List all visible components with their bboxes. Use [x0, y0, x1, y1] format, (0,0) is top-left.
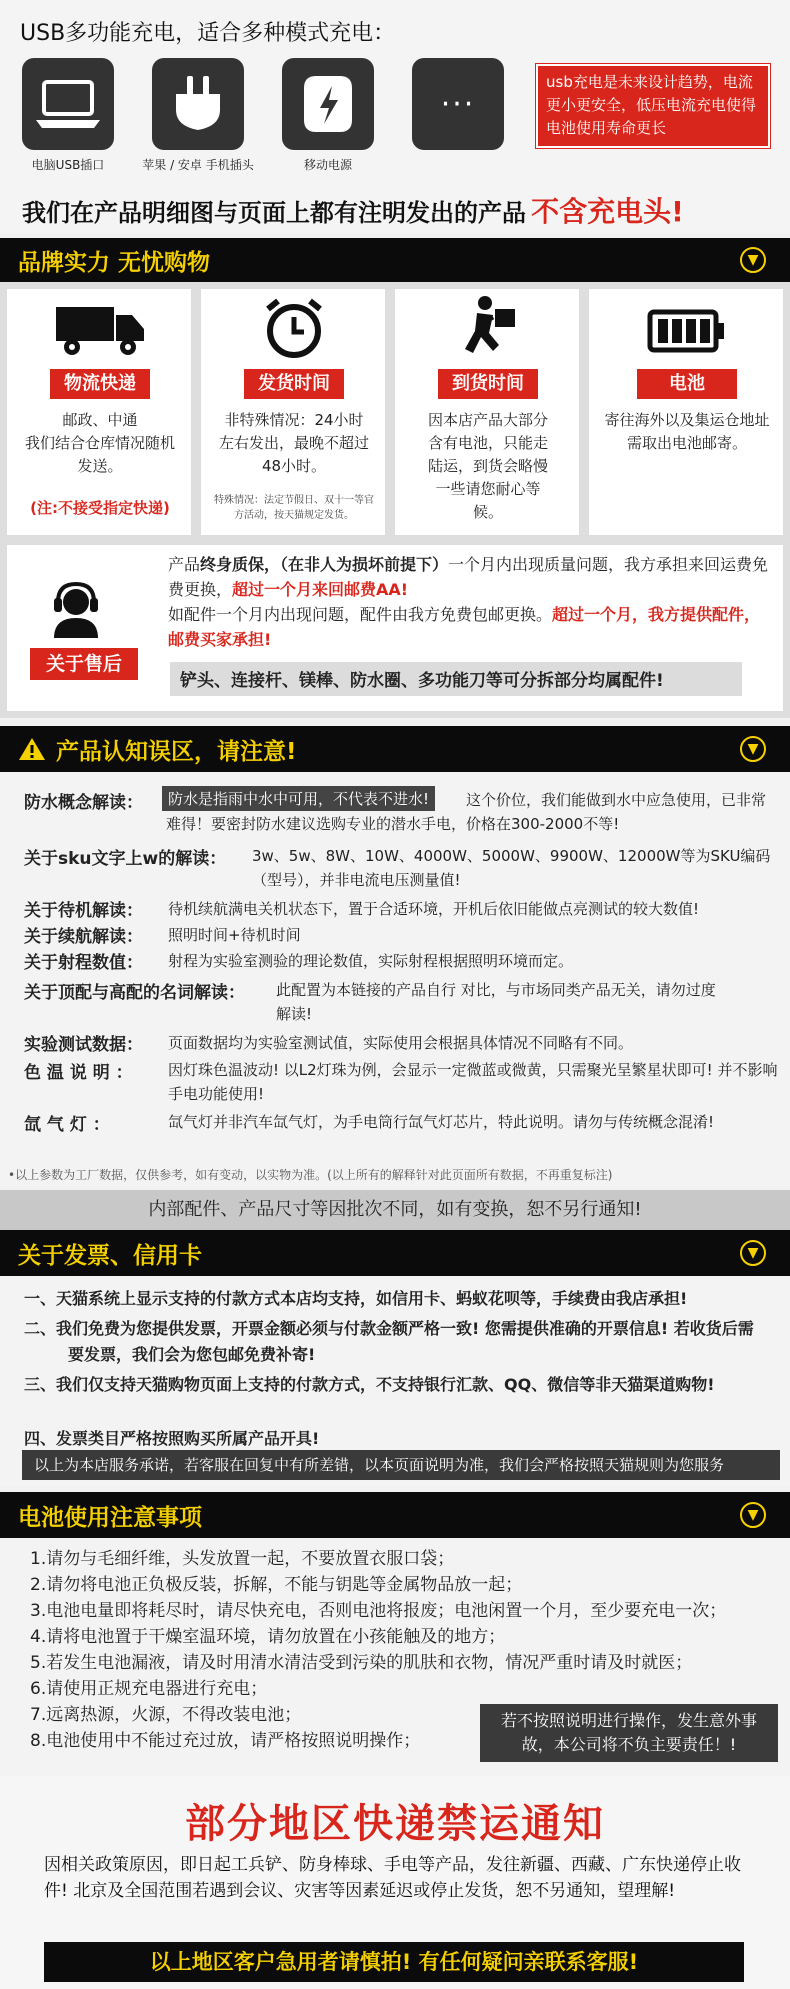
misc-text-sku: 3w、5w、8W、10W、4000W、5000W、9900W、12000W等为SKU编码（型号），并非电流电压测量值!: [252, 847, 771, 889]
chevron-down-icon: ▼: [740, 736, 766, 762]
invoice-item-1: 一、天猫系统上显示支持的付款方式本店均支持，如信用卡、蚂蚁花呗等，手续费由我店承担!: [24, 1289, 688, 1308]
invoice-item-4: 四、发票类目严格按照购买所属产品开具!: [24, 1429, 320, 1448]
usb-label-plug: 苹果 / 安卓 手机插头: [142, 158, 254, 172]
usb-red-note-text: usb充电是未来设计趋势，电流更小更安全，低压电流充电使得电池使用寿命更长: [546, 73, 757, 137]
usb-red-note: [536, 64, 770, 148]
misc-label-runtime: 关于续航解读：: [24, 927, 143, 947]
misc-text-standby: 待机续航满电关机状态下，置于合适环境，开机后依旧能做点亮测试的较大数值!: [168, 900, 700, 918]
after-sales-p1: 产品终身质保，（在非人为损坏前提下）一个月内出现质量问题，我方承担来回运费免费更换，超过一个月来回邮费AA!: [168, 555, 769, 599]
tag-arrival: 到货时间: [438, 369, 538, 399]
card-logistics-note: (注:不接受指定快递): [30, 499, 170, 517]
tag-battery: 电池: [637, 369, 737, 399]
misc-text-range: 射程为实验室测验的理论数值，实际射程根据照明环境而定。: [168, 952, 574, 970]
misc-label-color-temp: 色 温 说 明 ：: [24, 1063, 133, 1083]
card-ship-time-text: 非特殊情况：24小时左右发出，最晚不超过48小时。: [219, 411, 370, 475]
battery-bar: [0, 1492, 790, 1538]
chevron-down-icon: ▼: [740, 1502, 766, 1528]
shipping-section: [0, 1776, 790, 1989]
usb-item-plug: [152, 58, 244, 150]
card-battery-text: 寄往海外以及集运仓地址需取出电池邮寄。: [604, 411, 770, 452]
notice-prefix: 我们在产品明细图与页面上都有注明发出的产品: [22, 199, 526, 227]
misc-text-color-temp: 因灯珠色温波动! 以L2灯珠为例，会显示一定微蓝或微黄，只需聚光呈繁星状即可! 并不影响手电功能使用!: [168, 1061, 778, 1103]
brand-bar: [0, 238, 790, 282]
misc-label-lab: 实验测试数据：: [24, 1035, 143, 1055]
invoice-item-3: 三、我们仅支持天猫购物页面上支持的付款方式，不支持银行汇款、QQ、微信等非天猫渠道购物!: [24, 1375, 715, 1394]
usb-label-laptop: 电脑USB插口: [31, 158, 105, 172]
misc-text-runtime: 照明时间+待机时间: [168, 926, 301, 944]
usb-item-powerbank: [282, 58, 374, 150]
after-sales: [0, 542, 790, 718]
misc-hl-waterproof: 防水是指雨中水中可用，不代表不进水!: [162, 786, 435, 811]
misc-label-range: 关于射程数值：: [24, 953, 143, 973]
brand-cards: [0, 282, 790, 542]
battery-item: 4.请将电池置于干燥室温环境，请勿放置在小孩能触及的地方；: [30, 1627, 506, 1647]
invoice-note: 以上为本店服务承诺，若客服在回复中有所差错，以本页面说明为准，我们会严格按照天猫规则为您服务: [22, 1450, 780, 1480]
card-ship-time: [200, 288, 386, 536]
battery-warning: 若不按照说明进行操作，发生意外事故，本公司将不负主要责任！!: [480, 1704, 778, 1762]
card-arrival-text: 因本店产品大部分含有电池，只能走陆运，到货会略慢一些请您耐心等候。: [427, 411, 548, 521]
after-sales-parts: 铲头、连接杆、镁棒、防水圈、多功能刀等可分拆部分均属配件!: [170, 662, 742, 696]
misc-title: 产品认知误区，请注意!: [56, 738, 297, 765]
tag-logistics: 物流快递: [50, 369, 150, 399]
shipping-title: 部分地区快递禁运通知: [185, 1801, 605, 1847]
misc-body: [0, 772, 790, 1186]
misc-footnote: •以上参数为工厂数据，仅供参考，如有变动，以实物为准。(以上所有的解释针对此页面所有数据，不再重复标注): [8, 1168, 613, 1182]
battery-item: 3.电池电量即将耗尽时，请尽快充电，否则电池将报废；电池闲置一个月，至少要充电一次；: [30, 1601, 727, 1621]
battery-item: 1.请勿与毛细纤维，头发放置一起，不要放置衣服口袋；: [30, 1549, 455, 1569]
battery-icon: [647, 309, 727, 353]
misc-text-lab: 页面数据均为实验室测试值，实际使用会根据具体情况不同略有不同。: [168, 1034, 634, 1052]
misc-label-standby: 关于待机解读：: [24, 901, 143, 921]
battery-item: 7.远离热源，火源，不得改装电池；: [30, 1705, 302, 1725]
invoice-title: 关于发票、信用卡: [18, 1242, 202, 1269]
battery-item: 8.电池使用中不能过充过放，请严格按照说明操作；: [30, 1731, 421, 1751]
notice-emphasis: 不含充电头!: [531, 195, 684, 228]
courier-icon: [453, 295, 523, 361]
after-sales-p2: 如配件一个月内出现问题，配件由我方免费包邮更换。超过一个月，我方提供配件，邮费买家承担!: [168, 605, 761, 649]
invoice-bar: [0, 1230, 790, 1276]
battery-item: 5.若发生电池漏液，请及时用清水清洁受到污染的肌肤和衣物，情况严重时请及时就医；: [30, 1653, 693, 1673]
misc-bar: [0, 726, 790, 772]
misc-label-waterproof: 防水概念解读：: [24, 793, 143, 813]
chevron-down-icon: ▼: [740, 247, 766, 273]
usb-title: USB多功能充电，适合多种模式充电：: [20, 21, 396, 46]
plug-icon: [152, 58, 244, 150]
invoice-item-2: 二、我们免费为您提供发票，开票金额必须与付款金额严格一致! 您需提供准确的开票信息! 若收货后需要发票，我们会为您包邮免费补寄!: [24, 1319, 754, 1364]
power-bank-icon: [282, 58, 374, 150]
shipping-banner: 以上地区客户急用者请慎拍! 有任何疑问亲联系客服!: [44, 1942, 744, 1982]
battery-item: 6.请使用正规充电器进行充电；: [30, 1679, 268, 1699]
brand-title: 品牌实力 无忧购物: [18, 249, 211, 276]
battery-body: [0, 1538, 790, 1776]
usb-item-more: [412, 58, 504, 150]
misc-grey-bar: 内部配件、产品尺寸等因批次不同，如有变换，恕不另行通知!: [0, 1190, 790, 1230]
card-logistics: [6, 288, 192, 536]
battery-item: 2.请勿将电池正负极反装，拆解，不能与钥匙等金属物品放一起；: [30, 1575, 523, 1595]
headset-icon: [48, 580, 104, 640]
misc-text-xenon: 氙气灯并非汽车氙气灯，为手电筒行氙气灯芯片，特此说明。请勿与传统概念混淆!: [168, 1113, 715, 1131]
card-battery: [588, 288, 784, 536]
misc-text-top-config: 此配置为本链接的产品自行 对比，与市场同类产品无关，请勿过度解读!: [276, 981, 716, 1023]
laptop-icon: [22, 58, 114, 150]
usb-item-laptop: [22, 58, 114, 150]
misc-label-xenon: 氙 气 灯 ：: [24, 1115, 110, 1135]
card-arrival: [394, 288, 580, 536]
more-icon: ···: [440, 86, 476, 122]
warning-icon: [18, 736, 46, 762]
misc-text-waterproof: 这个价位，我们能做到水中应急使用，已非常难得！要密封防水建议选购专业的潜水手电，价格在300-2000不等!: [166, 791, 767, 833]
battery-title: 电池使用注意事项: [18, 1504, 202, 1531]
card-ship-time-small: 特殊情况：法定节假日、双十一等官方活动，按天猫规定发货。: [214, 495, 374, 521]
chevron-down-icon: ▼: [740, 1240, 766, 1266]
no-charger-notice: [22, 190, 684, 230]
truck-icon: [52, 301, 148, 357]
tag-after-sales: 关于售后: [30, 648, 138, 680]
misc-label-top-config: 关于顶配与高配的名词解读：: [24, 983, 245, 1003]
invoice-body: [0, 1276, 790, 1486]
misc-label-sku: 关于sku文字上w的解读：: [24, 849, 227, 869]
clock-icon: [264, 297, 324, 359]
card-logistics-text: 邮政、中通 我们结合仓库情况随机发送。: [24, 411, 175, 475]
tag-ship-time: 发货时间: [244, 369, 344, 399]
shipping-text: 因相关政策原因，即日起工兵铲、防身棒球、手电等产品，发往新疆、西藏、广东快递停止收件! 北京及全国范围若遇到会议、灾害等因素延迟或停止发货，恕不另通知，望理解!: [44, 1855, 741, 1901]
usb-label-powerbank: 移动电源: [303, 158, 352, 172]
usb-section: [0, 0, 790, 234]
